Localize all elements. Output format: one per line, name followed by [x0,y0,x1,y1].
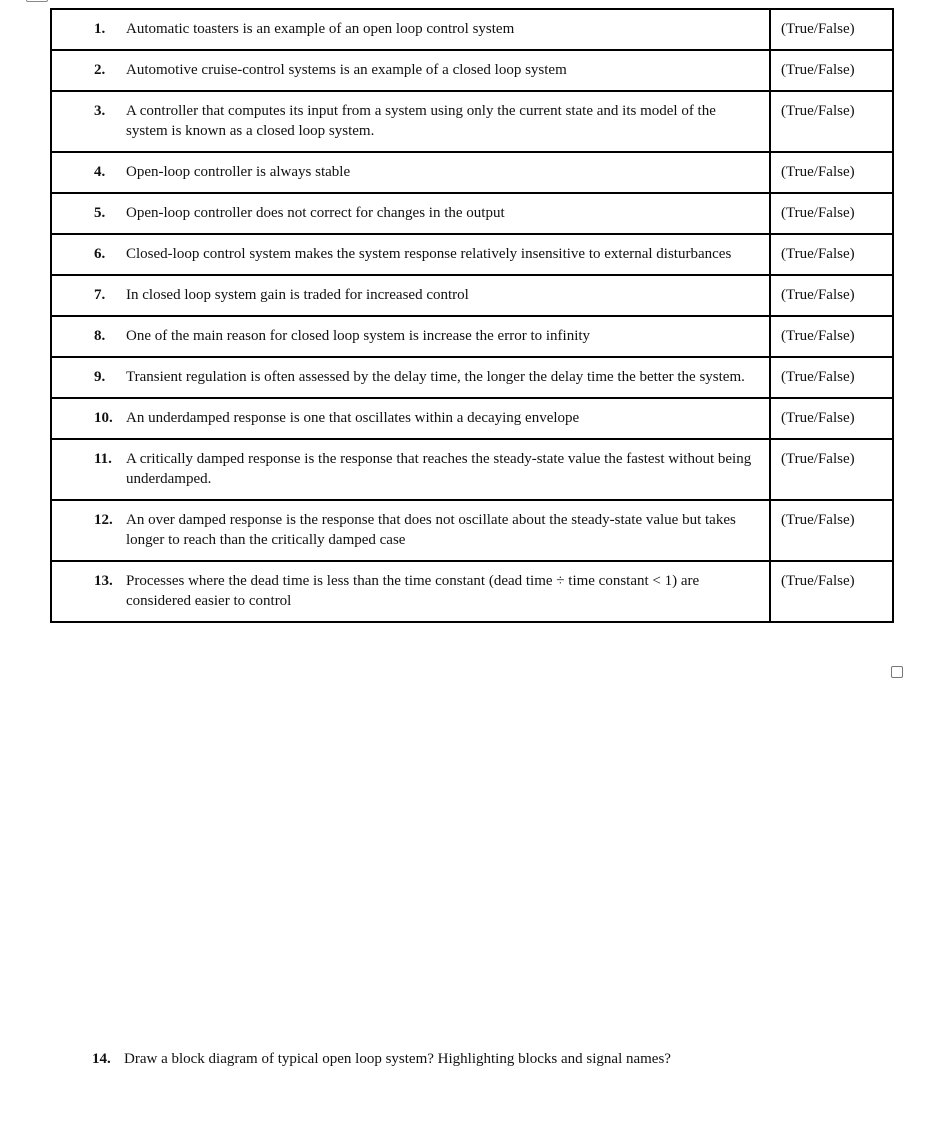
question-text: An over damped response is the response that does not oscillate about the steady-state value but takes longer to reach than the critically damped case [126,512,736,548]
table-row [51,316,893,357]
table-row [51,91,893,152]
question-number: 9. [94,369,106,385]
true-false-table [50,8,894,623]
question-text: Transient regulation is often assessed by the delay time, the longer the delay time the better the system. [126,369,745,385]
question-cell [51,193,770,234]
question-cell [51,398,770,439]
question-number: 14. [92,1051,111,1067]
question-text: An underdamped response is one that oscillates within a decaying envelope [126,410,580,426]
answer-option: (True/False) [781,62,855,78]
answer-option: (True/False) [781,410,855,426]
table-row [51,9,893,50]
question-text: Closed-loop control system makes the system response relatively insensitive to external disturbances [126,246,732,262]
answer-option: (True/False) [781,512,855,528]
table-row [51,275,893,316]
question-cell [51,50,770,91]
question-number: 11. [94,451,112,467]
answer-cell[interactable] [770,50,893,91]
table-row [51,50,893,91]
answer-cell[interactable] [770,152,893,193]
answer-cell[interactable] [770,500,893,561]
question-cell [51,316,770,357]
answer-option: (True/False) [781,164,855,180]
question-cell [51,500,770,561]
table-row [51,357,893,398]
table-row [51,561,893,622]
answer-option: (True/False) [781,205,855,221]
table-row [51,193,893,234]
answer-cell[interactable] [770,275,893,316]
question-text: Open-loop controller does not correct for changes in the output [126,205,505,221]
answer-option: (True/False) [781,21,855,37]
question-text: Processes where the dead time is less than the time constant (dead time ÷ time constant < 1) are considered easier to control [126,573,700,609]
question-text: Open-loop controller is always stable [126,164,351,180]
question-number: 3. [94,103,106,119]
answer-option: (True/False) [781,369,855,385]
question-number: 13. [94,573,113,589]
question-text: Automotive cruise-control systems is an example of a closed loop system [126,62,567,78]
answer-cell[interactable] [770,561,893,622]
answer-option: (True/False) [781,103,855,119]
question-number: 6. [94,246,106,262]
answer-cell[interactable] [770,193,893,234]
answer-option: (True/False) [781,246,855,262]
question-text: In closed loop system gain is traded for increased control [126,287,469,303]
answer-cell[interactable] [770,357,893,398]
question-14 [92,1049,892,1069]
question-text: A critically damped response is the response that reaches the steady-state value the fastest without being underdamped. [126,451,752,487]
question-cell [51,275,770,316]
answer-cell[interactable] [770,398,893,439]
answer-option: (True/False) [781,451,855,467]
answer-option: (True/False) [781,287,855,303]
table-row [51,398,893,439]
question-text: A controller that computes its input from a system using only the current state and its model of the system is known as a closed loop system. [126,103,716,139]
question-number: 5. [94,205,106,221]
answer-cell[interactable] [770,439,893,500]
table-resize-handle[interactable] [891,666,903,678]
answer-cell[interactable] [770,9,893,50]
question-number: 4. [94,164,106,180]
answer-option: (True/False) [781,328,855,344]
answer-cell[interactable] [770,91,893,152]
question-text: Draw a block diagram of typical open loop system? Highlighting blocks and signal names? [124,1051,671,1067]
question-number: 2. [94,62,106,78]
question-number: 10. [94,410,113,426]
question-cell [51,9,770,50]
question-cell [51,152,770,193]
answer-cell[interactable] [770,234,893,275]
question-text: Automatic toasters is an example of an open loop control system [126,21,515,37]
answer-option: (True/False) [781,573,855,589]
question-number: 12. [94,512,113,528]
table-move-handle[interactable] [26,0,48,2]
question-cell [51,357,770,398]
table-row [51,500,893,561]
question-text: One of the main reason for closed loop system is increase the error to infinity [126,328,591,344]
question-number: 1. [94,21,106,37]
question-cell [51,234,770,275]
table-row [51,439,893,500]
answer-cell[interactable] [770,316,893,357]
question-number: 7. [94,287,106,303]
question-cell [51,561,770,622]
table-row [51,152,893,193]
question-cell [51,439,770,500]
question-cell [51,91,770,152]
question-number: 8. [94,328,106,344]
table-body [51,9,893,622]
table-row [51,234,893,275]
